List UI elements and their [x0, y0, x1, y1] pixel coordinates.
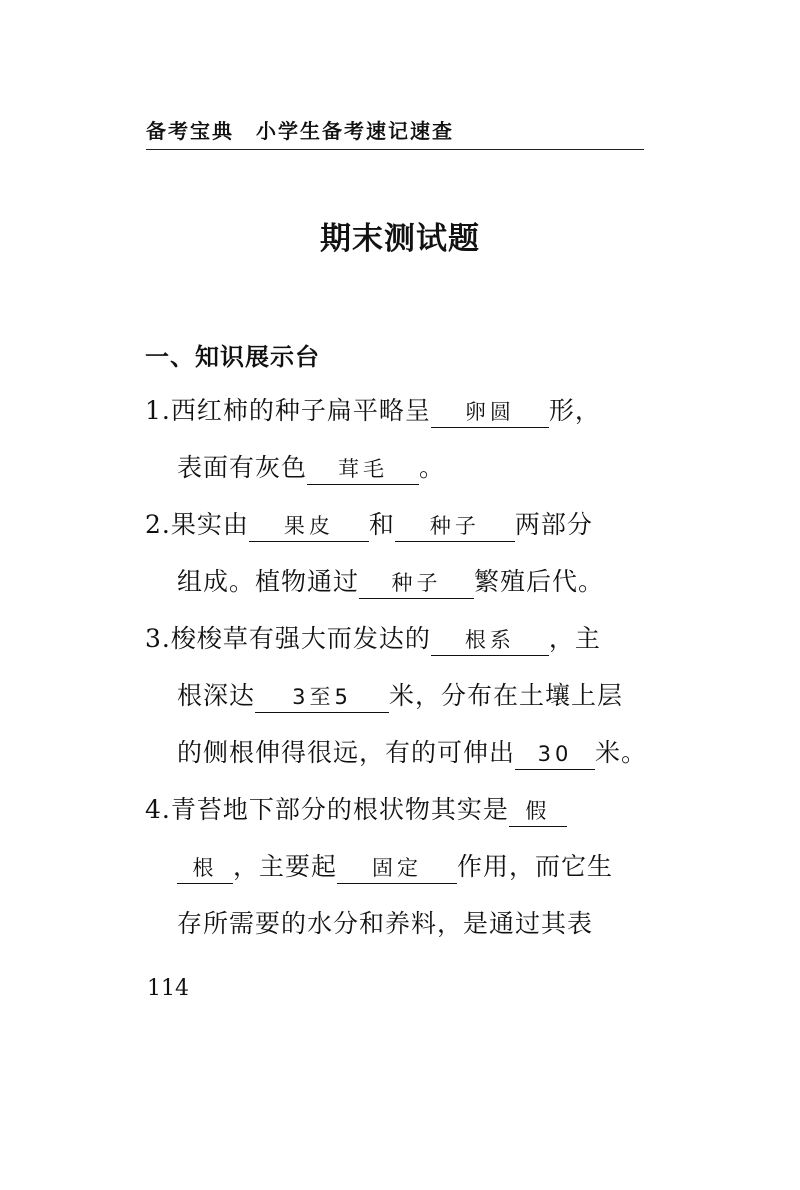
q4-line2: 根 ，主要起 固定 作用，而它生 — [177, 850, 613, 884]
q3-answer-blank3: 30 — [515, 739, 595, 770]
q1-line2: 表面有灰色 茸毛 。 — [177, 451, 445, 485]
book-name: 备考宝典 — [146, 119, 234, 143]
q3-answer-blank2: 3至5 — [255, 682, 389, 713]
q3-line3: 的侧根伸得很远，有的可伸出 30 米。 — [177, 736, 647, 770]
section-heading: 一、知识展示台 — [145, 343, 320, 371]
q2-answer-blank1: 果皮 — [249, 511, 369, 542]
q2-line1: 2.果实由 果皮 和 种子 两部分 — [145, 508, 593, 542]
q4-answer-blank1a: 假 — [509, 796, 567, 827]
page-title: 期末测试题 — [320, 221, 480, 257]
q4-line3: 存所需要的水分和养料，是通过其表 — [177, 909, 594, 938]
q3-answer-blank1: 根系 — [431, 625, 549, 656]
q3-line1: 3.梭梭草有强大而发达的 根系 ，主 — [145, 622, 601, 656]
q4-line1: 4.青苔地下部分的根状物其实是 假 — [145, 793, 567, 827]
q2-line2: 组成。植物通过 种子 繁殖后代。 — [177, 565, 604, 599]
series-name: 小学生备考速记速查 — [256, 119, 454, 143]
running-header — [146, 118, 644, 150]
page-number: 114 — [147, 976, 189, 1001]
q1-line1: 1.西红柿的种子扁平略呈 卵圆 形， — [145, 394, 601, 428]
q3-line2: 根深达 3至5 米，分布在土壤上层 — [177, 679, 623, 713]
q2-answer-blank3: 种子 — [359, 568, 474, 599]
q1-answer-blank1: 卵圆 — [431, 397, 549, 428]
q2-answer-blank2: 种子 — [395, 511, 515, 542]
q1-answer-blank2: 茸毛 — [307, 454, 419, 485]
q4-answer-blank1b: 根 — [177, 853, 233, 884]
q4-answer-blank2: 固定 — [337, 853, 457, 884]
